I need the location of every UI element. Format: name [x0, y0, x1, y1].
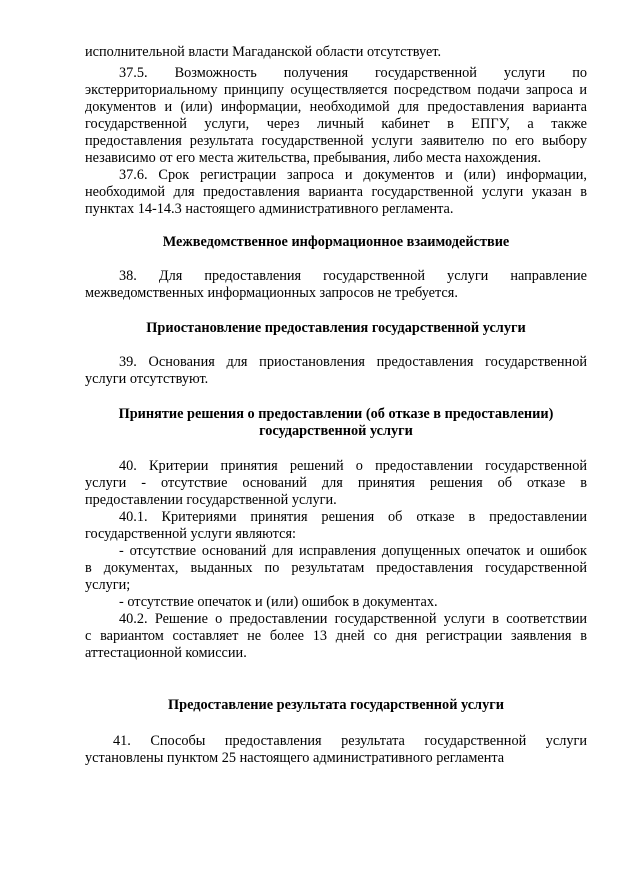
paragraph-line: исполнительной власти Магаданской области отсутствует. — [85, 44, 442, 60]
section-heading: Приостановление предоставления государственной услуги — [146, 320, 526, 336]
paragraph-line: услуги - отсутствие оснований для принятия решения об отказе в — [85, 475, 587, 491]
paragraph-line: установлены пунктом 25 настоящего административного регламента — [85, 750, 505, 766]
paragraph-line: предоставлении государственной услуги. — [85, 492, 337, 508]
paragraph-line: 39. Основания для приостановления предоставления государственной — [119, 354, 587, 370]
paragraph-line: документов и (или) информации, необходимой для предоставления варианта — [85, 99, 587, 115]
section-heading: Принятие решения о предоставлении (об отказе в предоставлении) — [118, 406, 554, 422]
paragraph-line: межведомственных информационных запросов не требуется. — [85, 285, 458, 301]
paragraph-line: независимо от его места жительства, пребывания, либо места нахождения. — [85, 150, 542, 166]
paragraph-line: услуги; — [85, 577, 131, 593]
paragraph-line: 37.5. Возможность получения государственной услуги по — [119, 65, 587, 81]
section-heading: Предоставление результата государственной услуги — [168, 697, 504, 713]
paragraph-line: экстерриториальному принципу осуществляется посредством подачи запроса и — [85, 82, 587, 98]
paragraph-line: 41. Способы предоставления результата государственной услуги — [113, 733, 587, 749]
paragraph-line: 40.1. Критериями принятия решения об отказе в предоставлении — [119, 509, 587, 525]
paragraph-line: услуги отсутствуют. — [85, 371, 209, 387]
paragraph-line: государственной услуги являются: — [85, 526, 296, 542]
paragraph-line: - отсутствие оснований для исправления допущенных опечаток и ошибок — [119, 543, 587, 559]
paragraph-line: 40.2. Решение о предоставлении государственной услуги в соответствии — [119, 611, 587, 627]
paragraph-line: аттестационной комиссии. — [85, 645, 247, 661]
paragraph-line: 37.6. Срок регистрации запроса и документов и (или) информации, — [119, 167, 587, 183]
paragraph-line: в документах, выданных по результатам предоставления государственной — [85, 560, 587, 576]
paragraph-line: пунктах 14-14.3 настоящего административного регламента. — [85, 201, 454, 217]
section-heading: государственной услуги — [259, 423, 413, 439]
paragraph-line: - отсутствие опечаток и (или) ошибок в документах. — [119, 594, 438, 610]
paragraph-line: 40. Критерии принятия решений о предоставлении государственной — [119, 458, 587, 474]
paragraph-line: 38. Для предоставления государственной услуги направление — [119, 268, 587, 284]
paragraph-line: с вариантом составляет не более 13 дней со дня регистрации заявления в — [85, 628, 587, 644]
section-heading: Межведомственное информационное взаимодействие — [162, 234, 510, 250]
paragraph-line: предоставления результата государственной услуги заявителю по его выбору — [85, 133, 587, 149]
paragraph-line: необходимой для предоставления варианта государственной услуги указан в — [85, 184, 587, 200]
paragraph-line: государственной услуги, через личный кабинет в ЕПГУ, а также — [85, 116, 587, 132]
